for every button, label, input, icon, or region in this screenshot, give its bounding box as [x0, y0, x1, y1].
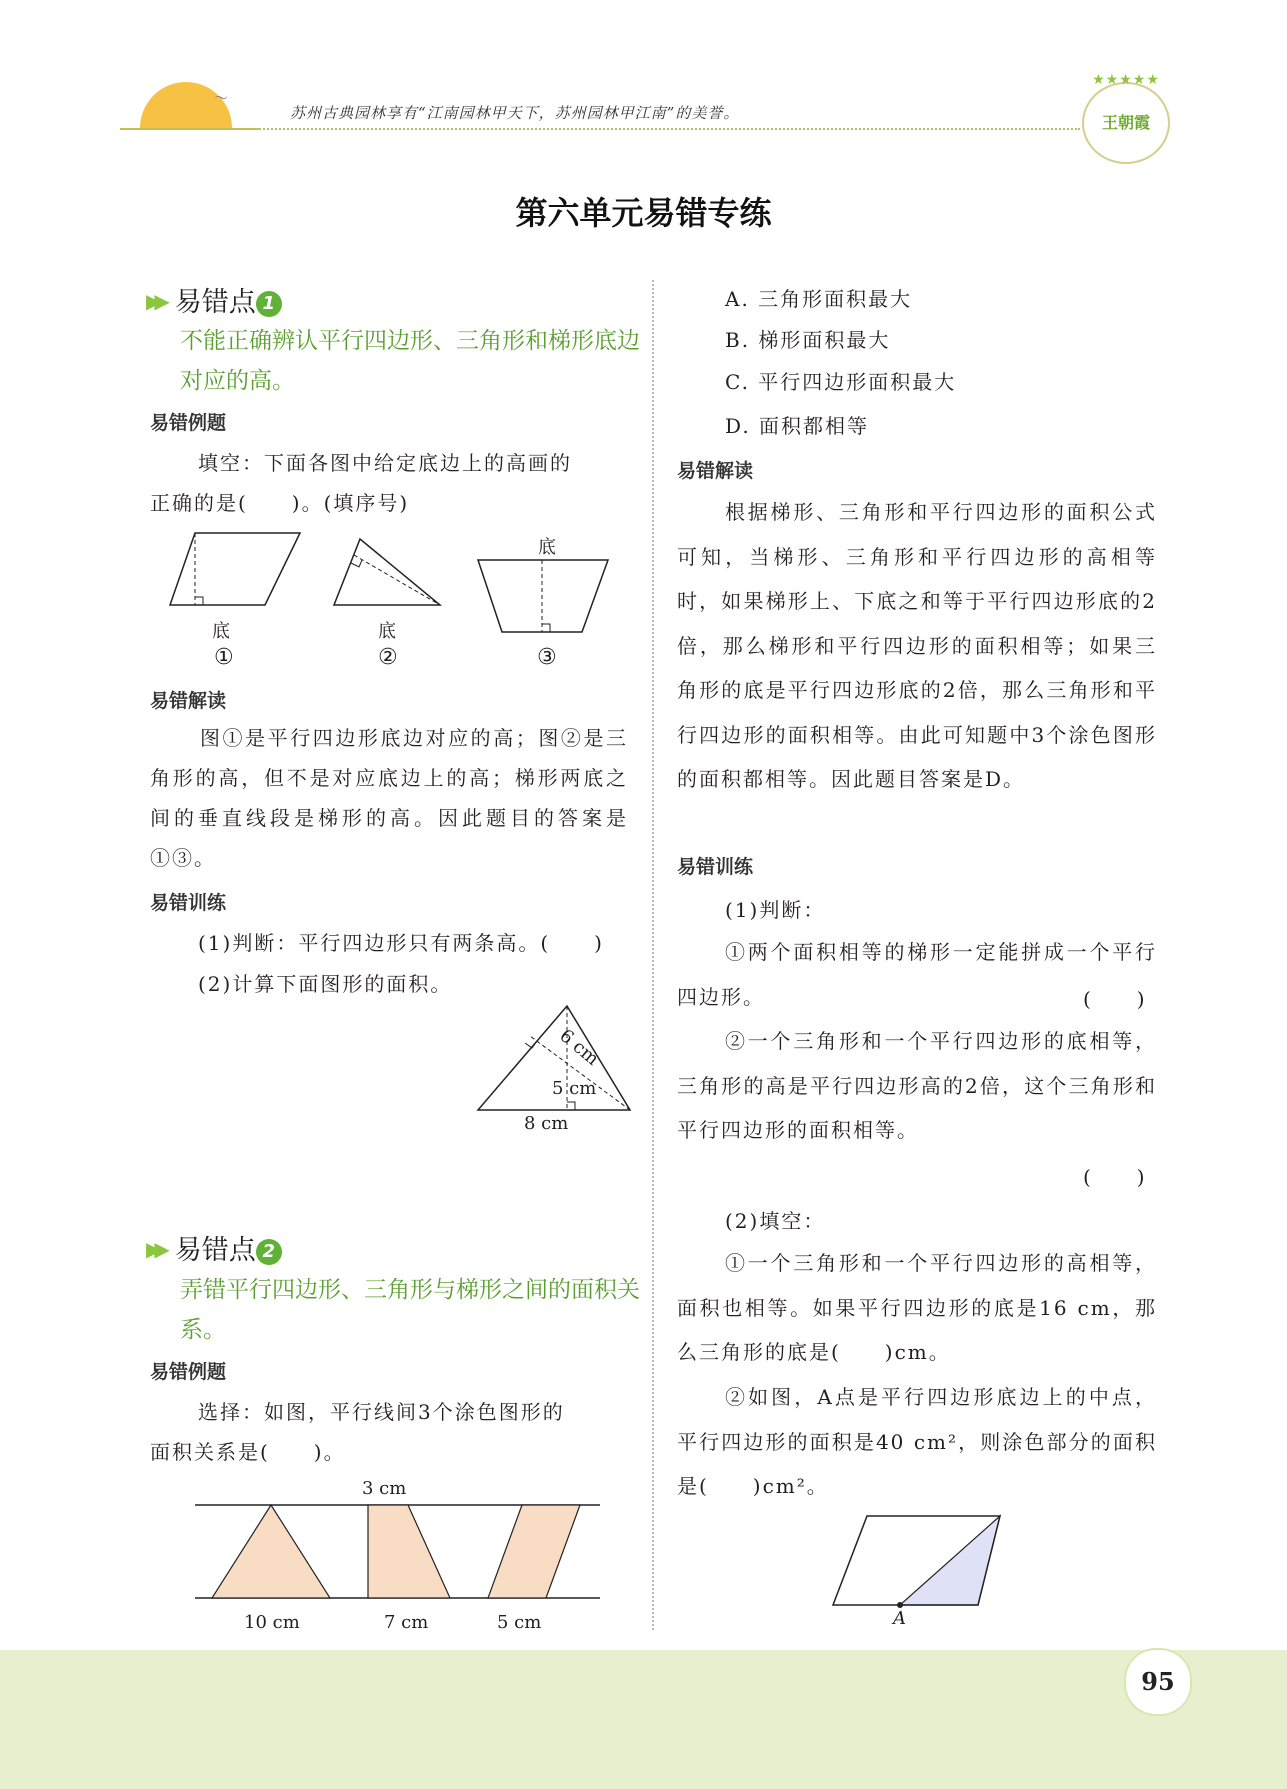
point1-analysis-label: 易错解读: [150, 690, 227, 712]
figure2-height: [354, 555, 440, 605]
point2-number-badge: 2: [256, 1239, 282, 1265]
point2-example-label: 易错例题: [150, 1361, 227, 1383]
figure-top-label-3cm: 3 cm: [362, 1478, 407, 1499]
point2-analysis: 根据梯形、三角形和平行四边形的面积公式可知，当梯形、三角形和平行四边形的高相等时，如果梯形上、下底之和等于平行四边形底的2倍，那么梯形和平行四边形的面积相等；如果三角形的底是平行四边形底的2倍，那么三角形和平行四边形的面积相等。由此可知题中3个涂色图形的面积都相等。因此题目答案是D。: [677, 500, 1157, 791]
figure-label-5cm: 5 cm: [497, 1612, 542, 1633]
fill-item-1: ①一个三角形和一个平行四边形的高相等，面积也相等。如果平行四边形的底是16 cm，那么三角形的底是( )cm。: [677, 1251, 1157, 1364]
judge-heading: (1)判断：: [725, 898, 826, 922]
point2-train-label: 易错训练: [677, 856, 754, 878]
point2-subtitle: 弄错平行四边形、三角形与梯形之间的面积关系。: [180, 1277, 640, 1343]
fill-item-2: ②如图，A点是平行四边形底边上的中点，平行四边形的面积是40 cm²，则涂色部分的面积是( )cm²。: [677, 1385, 1157, 1498]
point2-head-text: 易错点: [174, 1235, 256, 1266]
point1-analysis: 图①是平行四边形底边对应的高；图②是三角形的高，但不是对应底边上的高；梯形两底之间的垂直线段是梯形的高。因此题目的答案是①③。: [150, 726, 628, 870]
figure2-number: ②: [378, 645, 398, 670]
triangle-right-angle: [567, 1102, 575, 1110]
point1-train2: (2)计算下面图形的面积。: [198, 972, 453, 996]
triangle-label-8cm: 8 cm: [524, 1113, 569, 1134]
point1-number-badge: 1: [256, 291, 282, 317]
column-divider: [652, 280, 654, 1630]
judge-item-1-answer: ( ): [1083, 987, 1147, 1011]
page-title: 第六单元易错专练: [515, 194, 772, 232]
point1-example-line2: 正确的是( )。(填序号): [150, 491, 410, 515]
fill-heading: (2)填空：: [725, 1209, 826, 1233]
parallel-lines-figure: [195, 1495, 610, 1630]
logo-brand: 王朝霞: [1101, 113, 1150, 132]
footer-band: [0, 1650, 1287, 1789]
shaded-trapezoid: [368, 1505, 450, 1598]
point1-example-line1: 填空：下面各图中给定底边上的高画的: [198, 451, 572, 475]
figure-label-7cm: 7 cm: [384, 1612, 429, 1633]
figure1-right-angle: [195, 597, 203, 605]
double-arrow-icon: ▶▶: [146, 1237, 163, 1261]
figure2-right-angle: [351, 560, 362, 567]
shaded-parallelogram: [488, 1505, 580, 1598]
point1-example-label: 易错例题: [150, 412, 227, 434]
shaded-triangle: [212, 1505, 330, 1598]
option-b: B. 梯形面积最大: [725, 328, 891, 352]
point1-heading: [146, 280, 282, 319]
figure1-base-label: 底: [212, 621, 230, 642]
figure3-number: ③: [537, 645, 557, 670]
figure1-number: ①: [214, 645, 234, 670]
figure-label-10cm: 10 cm: [244, 1612, 300, 1633]
point1-train-label: 易错训练: [150, 892, 227, 914]
option-d: D. 面积都相等: [725, 414, 870, 438]
figure1-parallelogram: [170, 533, 300, 605]
point2-example-line1: 选择：如图，平行线间3个涂色图形的: [198, 1400, 565, 1424]
judge-item-2-answer: ( ): [1083, 1165, 1147, 1189]
page-number: 95: [1124, 1648, 1192, 1716]
shaded-triangle-region: [900, 1516, 1000, 1605]
figure3-right-angle: [542, 624, 550, 632]
header-dotted-line: [120, 128, 1080, 130]
point1-head-text: 易错点: [174, 287, 256, 318]
double-arrow-icon: ▶▶: [146, 289, 163, 313]
bird-icon: 〜: [214, 91, 228, 107]
header-motto: 苏州古典园林享有“江南园林甲天下，苏州园林甲江南”的美誉。: [290, 104, 740, 122]
point-a-label: A: [893, 1608, 906, 1629]
point1-subtitle: 不能正确辨认平行四边形、三角形和梯形底边对应的高。: [180, 328, 640, 394]
logo-stars: ★★★★★: [1092, 72, 1160, 88]
figure3-trapezoid: [478, 560, 608, 632]
point2-example-line2: 面积关系是( )。: [150, 1440, 346, 1464]
option-c: C. 平行四边形面积最大: [725, 370, 957, 394]
point2-heading: [146, 1228, 282, 1267]
figure2-triangle: [334, 539, 440, 605]
parallelogram-figure: [820, 1505, 1020, 1615]
publisher-logo: [1082, 72, 1170, 164]
point2-analysis-label: 易错解读: [677, 460, 754, 482]
figure2-base-label: 底: [378, 621, 396, 642]
option-a: A. 三角形面积最大: [725, 287, 913, 311]
judge-item-1: ①两个面积相等的梯形一定能拼成一个平行四边形。: [677, 940, 1157, 1009]
triangle-label-6cm: 6 cm: [555, 1025, 603, 1070]
judge-item-2: ②一个三角形和一个平行四边形的底相等，三角形的高是平行四边形高的2倍，这个三角形和平行四边形的面积相等。: [677, 1029, 1157, 1142]
figure3-base-label: 底: [538, 537, 556, 558]
triangle-label-5cm: 5 cm: [552, 1078, 597, 1099]
point1-train1: (1)判断：平行四边形只有两条高。( ): [198, 931, 604, 955]
